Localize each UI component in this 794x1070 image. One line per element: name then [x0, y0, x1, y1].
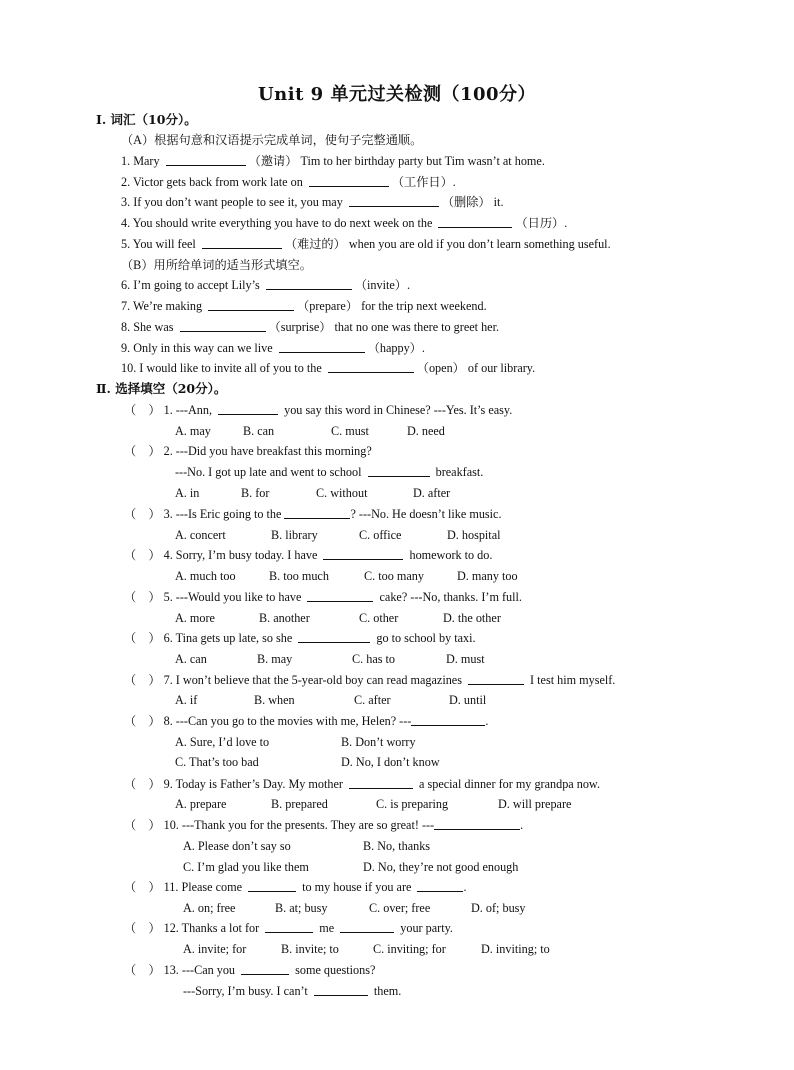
option-a[interactable]: A. invite; for — [183, 942, 247, 956]
vocab-item-1: 1. Mary （邀请） Tim to her birthday party but Tim wasn’t at home. — [121, 154, 545, 168]
answer-blank — [248, 879, 296, 892]
answer-bracket[interactable]: （ ） — [124, 777, 161, 791]
answer-bracket[interactable]: （ ） — [124, 880, 161, 894]
option-b[interactable]: B. at; busy — [275, 901, 328, 915]
option-b[interactable]: B. may — [257, 652, 293, 666]
vocab-item-9: 9. Only in this way can we live （happy）. — [121, 341, 425, 355]
option-d[interactable]: D. hospital — [447, 528, 501, 542]
section1-heading: Ⅰ. 词汇（10分）。 — [96, 112, 197, 127]
answer-blank — [411, 713, 485, 726]
mc-question-5: （ ） 5. ---Would you like to have cake? ---No, thanks. I’m full. — [124, 590, 522, 604]
option-d[interactable]: D. many too — [457, 569, 518, 583]
option-b[interactable]: B. another — [259, 611, 310, 625]
answer-blank — [468, 672, 524, 685]
option-b[interactable]: B. too much — [269, 569, 329, 583]
option-c[interactable]: C. after — [354, 693, 391, 707]
mc-question-11: （ ） 11. Please come to my house if you are . — [124, 880, 467, 894]
answer-blank[interactable] — [266, 277, 352, 290]
mc-question-4: （ ） 4. Sorry, I’m busy today. I have homework to do. — [124, 548, 493, 562]
answer-blank[interactable] — [180, 319, 266, 332]
section1-partB-instruction: （B）用所给单词的适当形式填空。 — [121, 258, 312, 272]
mc-question-1: （ ） 1. ---Ann, you say this word in Chinese? ---Yes. It’s easy. — [124, 403, 513, 417]
option-a[interactable]: A. may — [175, 424, 211, 438]
answer-blank — [218, 402, 278, 415]
answer-blank — [349, 776, 413, 789]
answer-bracket[interactable]: （ ） — [124, 631, 161, 645]
option-d[interactable]: D. No, I don’t know — [341, 755, 440, 769]
vocab-item-7: 7. We’re making （prepare） for the trip next weekend. — [121, 299, 487, 313]
option-b[interactable]: B. library — [271, 528, 318, 542]
option-a[interactable]: A. on; free — [183, 901, 236, 915]
answer-blank — [265, 920, 313, 933]
option-a[interactable]: A. more — [175, 611, 215, 625]
answer-blank[interactable] — [279, 340, 365, 353]
answer-bracket[interactable]: （ ） — [124, 590, 161, 604]
option-a[interactable]: A. much too — [175, 569, 236, 583]
option-a[interactable]: A. if — [175, 693, 198, 707]
answer-bracket[interactable]: （ ） — [124, 921, 161, 935]
option-b[interactable]: B. for — [241, 486, 270, 500]
answer-blank[interactable] — [438, 215, 512, 228]
option-c[interactable]: C. office — [359, 528, 402, 542]
answer-blank[interactable] — [328, 360, 414, 373]
option-b[interactable]: B. can — [243, 424, 275, 438]
vocab-item-4: 4. You should write everything you have to do next week on the （日历）. — [121, 216, 568, 230]
section2-heading: Ⅱ. 选择填空（20分）。 — [96, 381, 227, 396]
option-d[interactable]: D. of; busy — [471, 901, 526, 915]
answer-blank[interactable] — [166, 153, 246, 166]
vocab-item-8: 8. She was （surprise） that no one was there to greet her. — [121, 320, 500, 334]
option-b[interactable]: B. No, thanks — [363, 839, 431, 853]
option-c[interactable]: C. is preparing — [376, 797, 449, 811]
option-c[interactable]: C. That’s too bad — [175, 755, 259, 769]
option-d[interactable]: D. No, they’re not good enough — [363, 860, 519, 874]
mc-question-10: （ ） 10. ---Thank you for the presents. They are so great! --- . — [124, 818, 524, 832]
option-c[interactable]: C. other — [359, 611, 399, 625]
option-c[interactable]: C. too many — [364, 569, 424, 583]
option-b[interactable]: B. invite; to — [281, 942, 339, 956]
answer-bracket[interactable]: （ ） — [124, 403, 161, 417]
option-a[interactable]: A. in — [175, 486, 200, 500]
answer-blank — [314, 983, 368, 996]
option-c[interactable]: C. has to — [352, 652, 395, 666]
option-d[interactable]: D. the other — [443, 611, 501, 625]
answer-bracket[interactable]: （ ） — [124, 507, 161, 521]
mc-question-12: （ ） 12. Thanks a lot for me your party. — [124, 921, 453, 935]
answer-blank — [298, 630, 370, 643]
answer-bracket[interactable]: （ ） — [124, 963, 161, 977]
mc-question-7: （ ） 7. I won’t believe that the 5-year-old boy can read magazines I test him myself. — [124, 673, 616, 687]
mc-question-8: （ ） 8. ---Can you go to the movies with me, Helen? --- . — [124, 714, 489, 728]
option-c[interactable]: C. inviting; for — [373, 942, 446, 956]
option-a[interactable]: A. prepare — [175, 797, 227, 811]
answer-blank — [340, 920, 394, 933]
option-c[interactable]: C. must — [331, 424, 369, 438]
option-c[interactable]: C. without — [316, 486, 368, 500]
option-a[interactable]: A. Please don’t say so — [183, 839, 291, 853]
vocab-item-6: 6. I’m going to accept Lily’s （invite）. — [121, 278, 411, 292]
option-c[interactable]: C. I’m glad you like them — [183, 860, 309, 874]
answer-blank — [434, 817, 520, 830]
mc-question-13-continued: ---Sorry, I’m busy. I can’t them. — [183, 984, 402, 998]
option-a[interactable]: A. concert — [175, 528, 226, 542]
answer-blank — [417, 879, 463, 892]
option-b[interactable]: B. when — [254, 693, 295, 707]
vocab-item-2: 2. Victor gets back from work late on （工作日）. — [121, 175, 456, 189]
mc-question-2: （ ） 2. ---Did you have breakfast this morning? — [124, 444, 372, 458]
option-d[interactable]: D. until — [449, 693, 487, 707]
mc-question-3: （ ） 3. ---Is Eric going to the ? ---No. He doesn’t like music. — [124, 507, 502, 521]
page-title: Unit 9 单元过关检测（100分） — [257, 84, 537, 105]
mc-question-13: （ ） 13. ---Can you some questions? — [124, 963, 376, 977]
answer-blank — [368, 464, 430, 477]
option-d[interactable]: D. will prepare — [498, 797, 572, 811]
vocab-item-3: 3. If you don’t want people to see it, you may （删除） it. — [121, 195, 504, 209]
option-a[interactable]: A. Sure, I’d love to — [175, 735, 270, 749]
answer-blank[interactable] — [349, 194, 439, 207]
answer-bracket[interactable]: （ ） — [124, 444, 161, 458]
answer-blank[interactable] — [208, 298, 294, 311]
answer-bracket[interactable]: （ ） — [124, 673, 161, 687]
option-b[interactable]: B. prepared — [271, 797, 328, 811]
answer-bracket[interactable]: （ ） — [124, 714, 161, 728]
vocab-item-5: 5. You will feel （难过的） when you are old if you don’t learn something useful. — [121, 237, 611, 251]
mc-question-6: （ ） 6. Tina gets up late, so she go to school by taxi. — [124, 631, 476, 645]
option-b[interactable]: B. Don’t worry — [341, 735, 416, 749]
answer-bracket[interactable]: （ ） — [124, 548, 161, 562]
mc-question-9: （ ） 9. Today is Father’s Day. My mother a special dinner for my grandpa now. — [124, 777, 600, 791]
section1-partA-instruction: （A）根据句意和汉语提示完成单词，使句子完整通顺。 — [121, 133, 423, 147]
option-d[interactable]: D. must — [446, 652, 485, 666]
option-a[interactable]: A. can — [175, 652, 207, 666]
answer-blank — [307, 589, 373, 602]
answer-blank — [241, 962, 289, 975]
answer-blank — [323, 547, 403, 560]
option-d[interactable]: D. inviting; to — [481, 942, 550, 956]
option-d[interactable]: D. after — [413, 486, 451, 500]
answer-blank[interactable] — [309, 174, 389, 187]
option-d[interactable]: D. need — [407, 424, 445, 438]
answer-blank — [284, 506, 350, 519]
vocab-item-10: 10. I would like to invite all of you to the （open） of our library. — [121, 361, 536, 375]
option-c[interactable]: C. over; free — [369, 901, 431, 915]
answer-bracket[interactable]: （ ） — [124, 818, 161, 832]
answer-blank[interactable] — [202, 236, 282, 249]
mc-question-2-continued: ---No. I got up late and went to school breakfast. — [175, 465, 484, 479]
